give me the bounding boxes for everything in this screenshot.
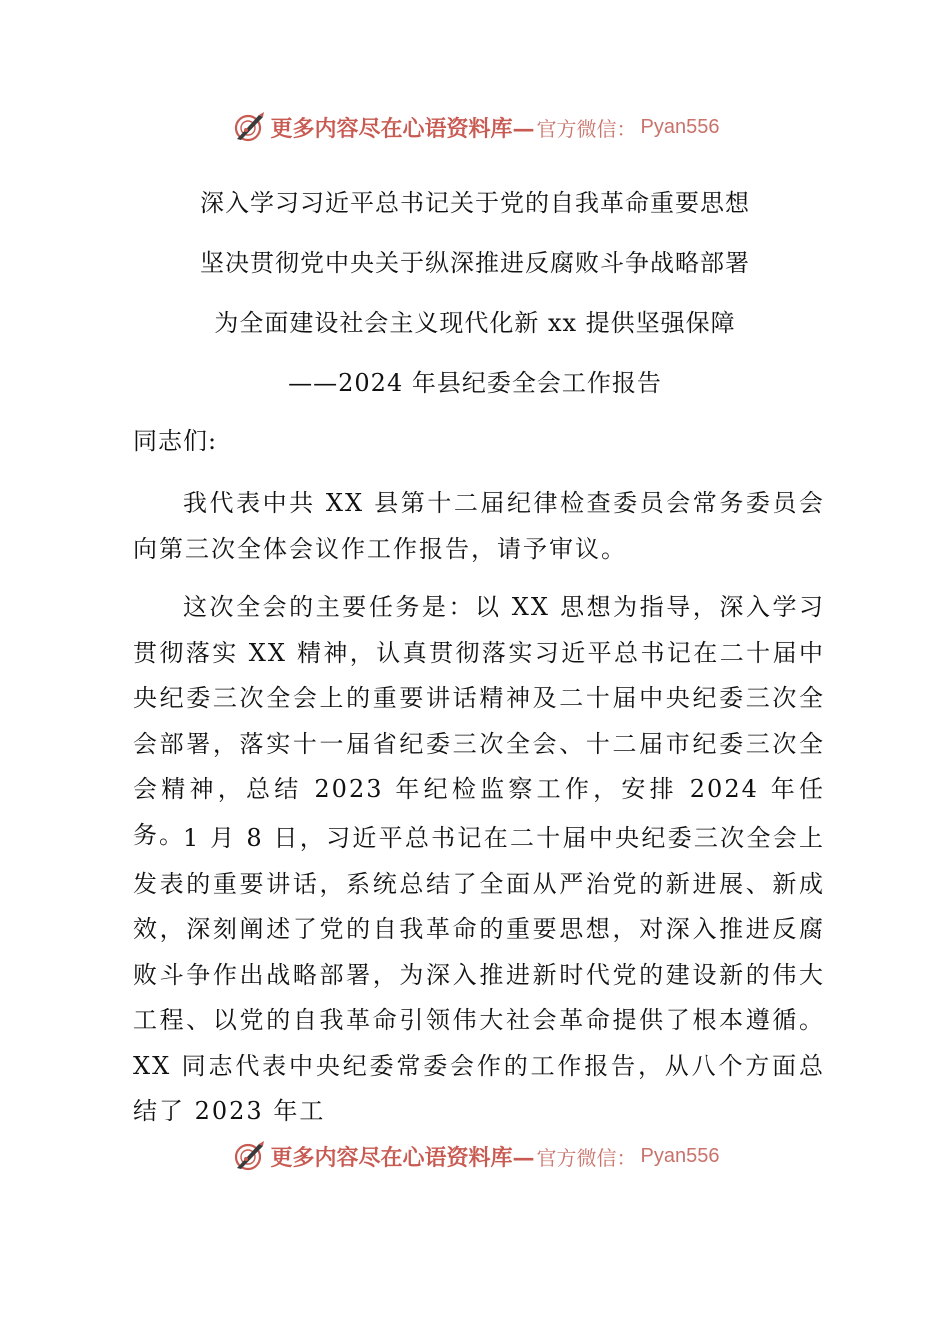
footer-watermark-banner [0,1134,950,1178]
paragraph-3: 1 月 8 日，习近平总书记在二十届中央纪委三次全会上发表的重要讲话，系统总结了全面从严治党的新进展、新成效，深刻阐述了党的自我革命的重要思想，对深入推进反腐败斗争作出战略部署，为深入推进新时代党的建设新的伟大工程、以党的自我革命引领伟大社会革命提供了根本遵循。XX 同志代表中央纪委常委会作的工作报告，从八个方面总结了 2023 年工 [133,824,825,1125]
banner-wechat-label: 官方微信： [536,1145,637,1170]
paragraph-2: 这次全会的主要任务是：以 XX 思想为指导，深入学习贯彻落实 XX 精神，认真贯彻落实习近平总书记在二十届中央纪委三次全会上的重要讲话精神及二十届中央纪委三次全会部署，落实十一届省纪委三次全会、十二届市纪委三次全会精神，总结 2023 年纪检监察工作，安排 2024 年任务。 [133,593,825,849]
banner-wechat-label: 官方微信： [536,116,637,141]
quill-pen-logo-icon [231,109,267,145]
report-subtitle: ——2024 年县纪委全会工作报告 [288,369,662,397]
title-line-2: 坚决贯彻党中央关于纵深推进反腐败斗争战略部署 [200,249,750,277]
banner-main-text: 更多内容尽在心语资料库— [270,1144,535,1171]
title-line-3: 为全面建设社会主义现代化新 xx 提供坚强保障 [214,309,736,337]
title-line-1: 深入学习习近平总书记关于党的自我革命重要思想 [200,189,750,217]
paragraph-1: 我代表中共 XX 县第十二届纪律检查委员会常务委员会向第三次全体会议作工作报告，请予审议。 [133,489,825,563]
header-watermark-banner [0,105,950,149]
quill-pen-logo-icon [231,1138,267,1174]
salutation: 同志们: [133,427,218,455]
banner-wechat-id: Pyan556 [640,115,720,138]
banner-wechat-id: Pyan556 [640,1144,720,1167]
banner-main-text: 更多内容尽在心语资料库— [270,115,535,142]
